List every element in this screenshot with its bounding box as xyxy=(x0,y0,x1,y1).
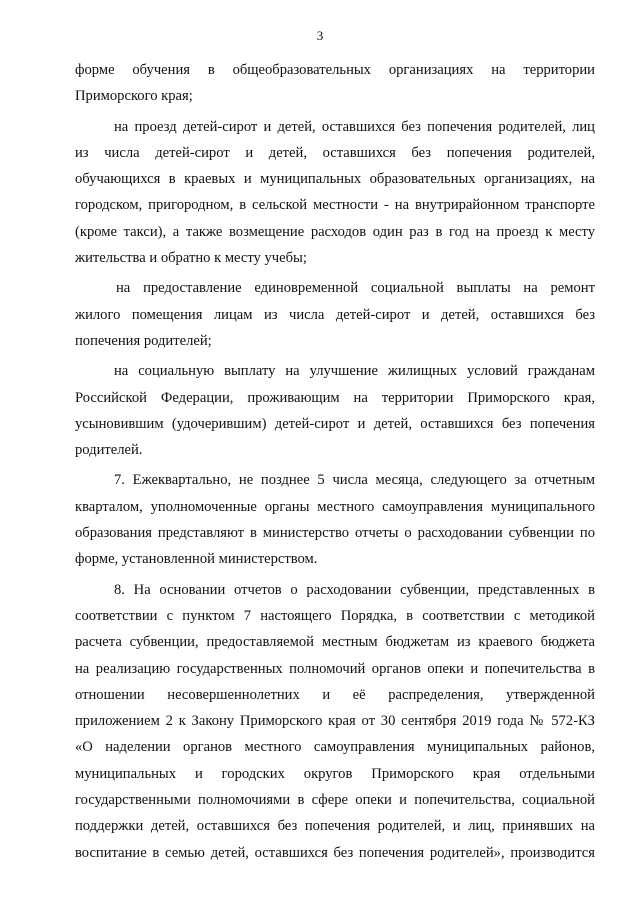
text-line: на проезд детей-сирот и детей, оставшихся без попечения родителей, лиц xyxy=(114,118,595,135)
text-line: жительства и обратно к месту учебы; xyxy=(75,250,307,267)
text-line: «О наделении органов местного самоуправления муниципальных районов, xyxy=(75,739,595,756)
text-line: из числа детей-сирот и детей, оставшихся без попечения родителей, xyxy=(75,144,595,161)
text-line: приложением 2 к Закону Приморского края от 30 сентября 2019 года № 572-КЗ xyxy=(75,713,595,730)
paragraph-item-7 xyxy=(75,467,595,572)
text-line: образования представляют в министерство отчеты о расходовании субвенции по xyxy=(75,525,595,542)
document-body xyxy=(75,57,595,866)
text-line: на предоставление единовременной социальной выплаты на ремонт xyxy=(116,280,595,297)
text-line: жилого помещения лицам из числа детей-сирот и детей, оставшихся без xyxy=(75,306,595,323)
text-line: поддержки детей, оставшихся без попечения родителей, и лиц, принявших на xyxy=(75,818,595,835)
text-line: воспитание в семью детей, оставшихся без попечения родителей», производится xyxy=(75,844,595,861)
paragraph-repair-payment xyxy=(75,275,595,354)
text-line: соответствии с пунктом 7 настоящего Порядка, в соответствии с методикой xyxy=(75,607,595,624)
paragraph-transport xyxy=(75,114,595,272)
text-line: 7. Ежеквартально, не позднее 5 числа месяца, следующего за отчетным xyxy=(114,472,595,489)
text-line: форме, установленной министерством. xyxy=(75,551,318,568)
text-line: родителей. xyxy=(75,442,143,459)
text-line: государственными полномочиями в сфере опеки и попечительства, социальной xyxy=(75,792,595,809)
text-line: муниципальных и городских округов Приморского края отдельными xyxy=(75,765,595,782)
text-line: на реализацию государственных полномочий органов опеки и попечительства в xyxy=(75,660,595,677)
paragraph-housing-payment xyxy=(75,358,595,463)
text-line: усыновившим (удочерившим) детей-сирот и детей, оставшихся без попечения xyxy=(75,415,595,432)
text-line: кварталом, уполномоченные органы местного самоуправления муниципального xyxy=(75,498,595,515)
text-line: на социальную выплату на улучшение жилищных условий гражданам xyxy=(114,363,595,380)
text-line: Приморского края; xyxy=(75,88,193,105)
text-line: Российской Федерации, проживающим на территории Приморского края, xyxy=(75,389,595,406)
paragraph-item-8 xyxy=(75,577,595,866)
text-line: отношении несовершеннолетних и её распределения, утвержденной xyxy=(75,686,595,703)
text-line: (кроме такси), а также возмещение расходов один раз в год на проезд к месту xyxy=(75,223,595,240)
text-line: городском, пригородном, в сельской местности - на внутрирайонном транспорте xyxy=(75,197,595,214)
paragraph-1-continuation xyxy=(75,57,595,110)
text-line: расчета субвенции, предоставляемой местным бюджетам из краевого бюджета xyxy=(75,634,595,651)
text-line: 8. На основании отчетов о расходовании субвенции, представленных в xyxy=(114,581,595,598)
text-line: обучающихся в краевых и муниципальных образовательных организациях, на xyxy=(75,171,595,188)
page-number: 3 xyxy=(316,28,324,43)
text-line: попечения родителей; xyxy=(75,332,212,349)
text-line: форме обучения в общеобразовательных организациях на территории xyxy=(75,62,595,78)
